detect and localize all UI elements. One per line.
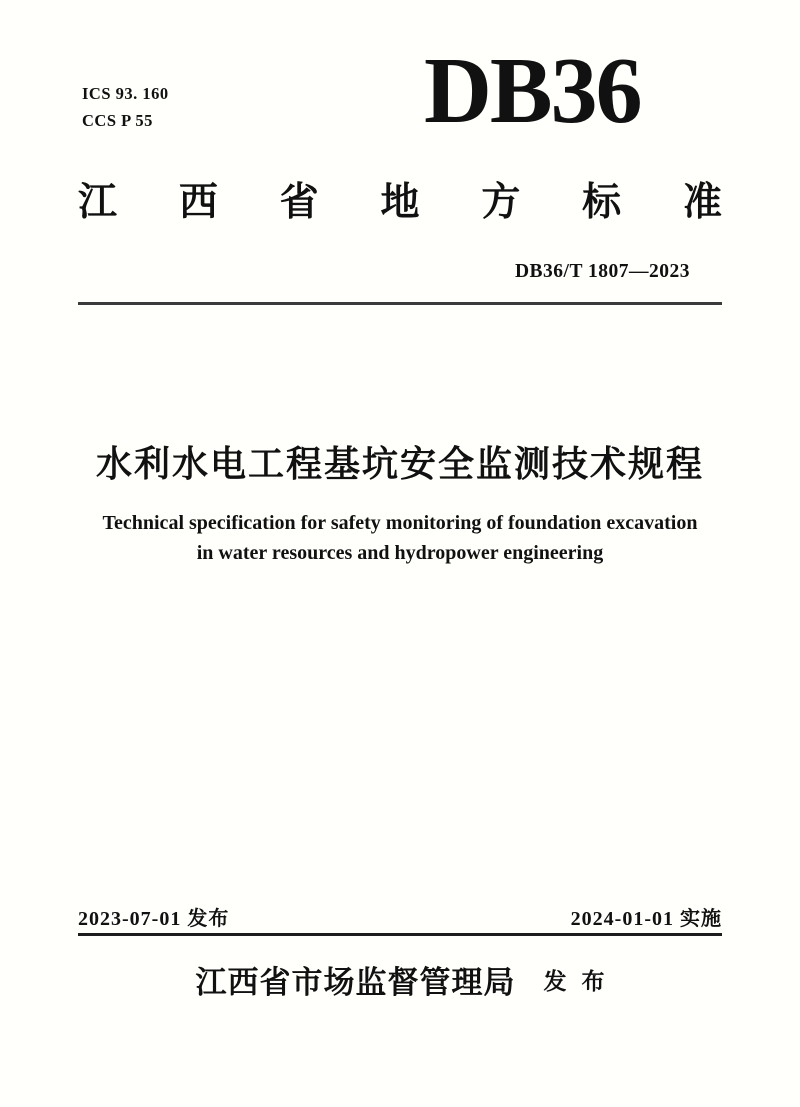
- ccs-code: CCS P 55: [82, 111, 153, 131]
- classification-codes: [82, 80, 169, 134]
- dates-row: [78, 902, 722, 931]
- issue-date: 2023-07-01 发布: [78, 908, 230, 930]
- publisher-row: [0, 957, 800, 1002]
- footer-divider-line: [78, 933, 722, 936]
- implementation-date: 2024-01-01 实施: [570, 908, 722, 930]
- title-english-line1: Technical specification for safety monitoring of foundation excavation: [102, 512, 698, 534]
- ics-code: ICS 93. 160: [82, 84, 169, 103]
- standard-type-char: 标: [582, 181, 622, 224]
- standard-type-char: 西: [178, 181, 218, 224]
- standard-type-char: 江: [78, 181, 118, 224]
- document-title-english: [0, 508, 800, 568]
- standard-type-char: 准: [682, 181, 722, 224]
- standard-type-char: 省: [279, 181, 319, 224]
- standard-number: DB36/T 1807—2023: [514, 261, 690, 282]
- db36-logo: DB36: [424, 39, 641, 143]
- title-english-line2: in water resources and hydropower engineering: [196, 542, 604, 564]
- document-title-chinese: 水利水电工程基坑安全监测技术规程: [95, 444, 704, 485]
- issued-by-label: 发布: [543, 969, 620, 994]
- standard-type-heading: [78, 180, 722, 227]
- publisher-name: 江西省市场监督管理局: [195, 965, 516, 1000]
- standard-type-char: 方: [481, 181, 521, 224]
- header-divider-line: [78, 302, 722, 305]
- standard-type-char: 地: [380, 181, 420, 224]
